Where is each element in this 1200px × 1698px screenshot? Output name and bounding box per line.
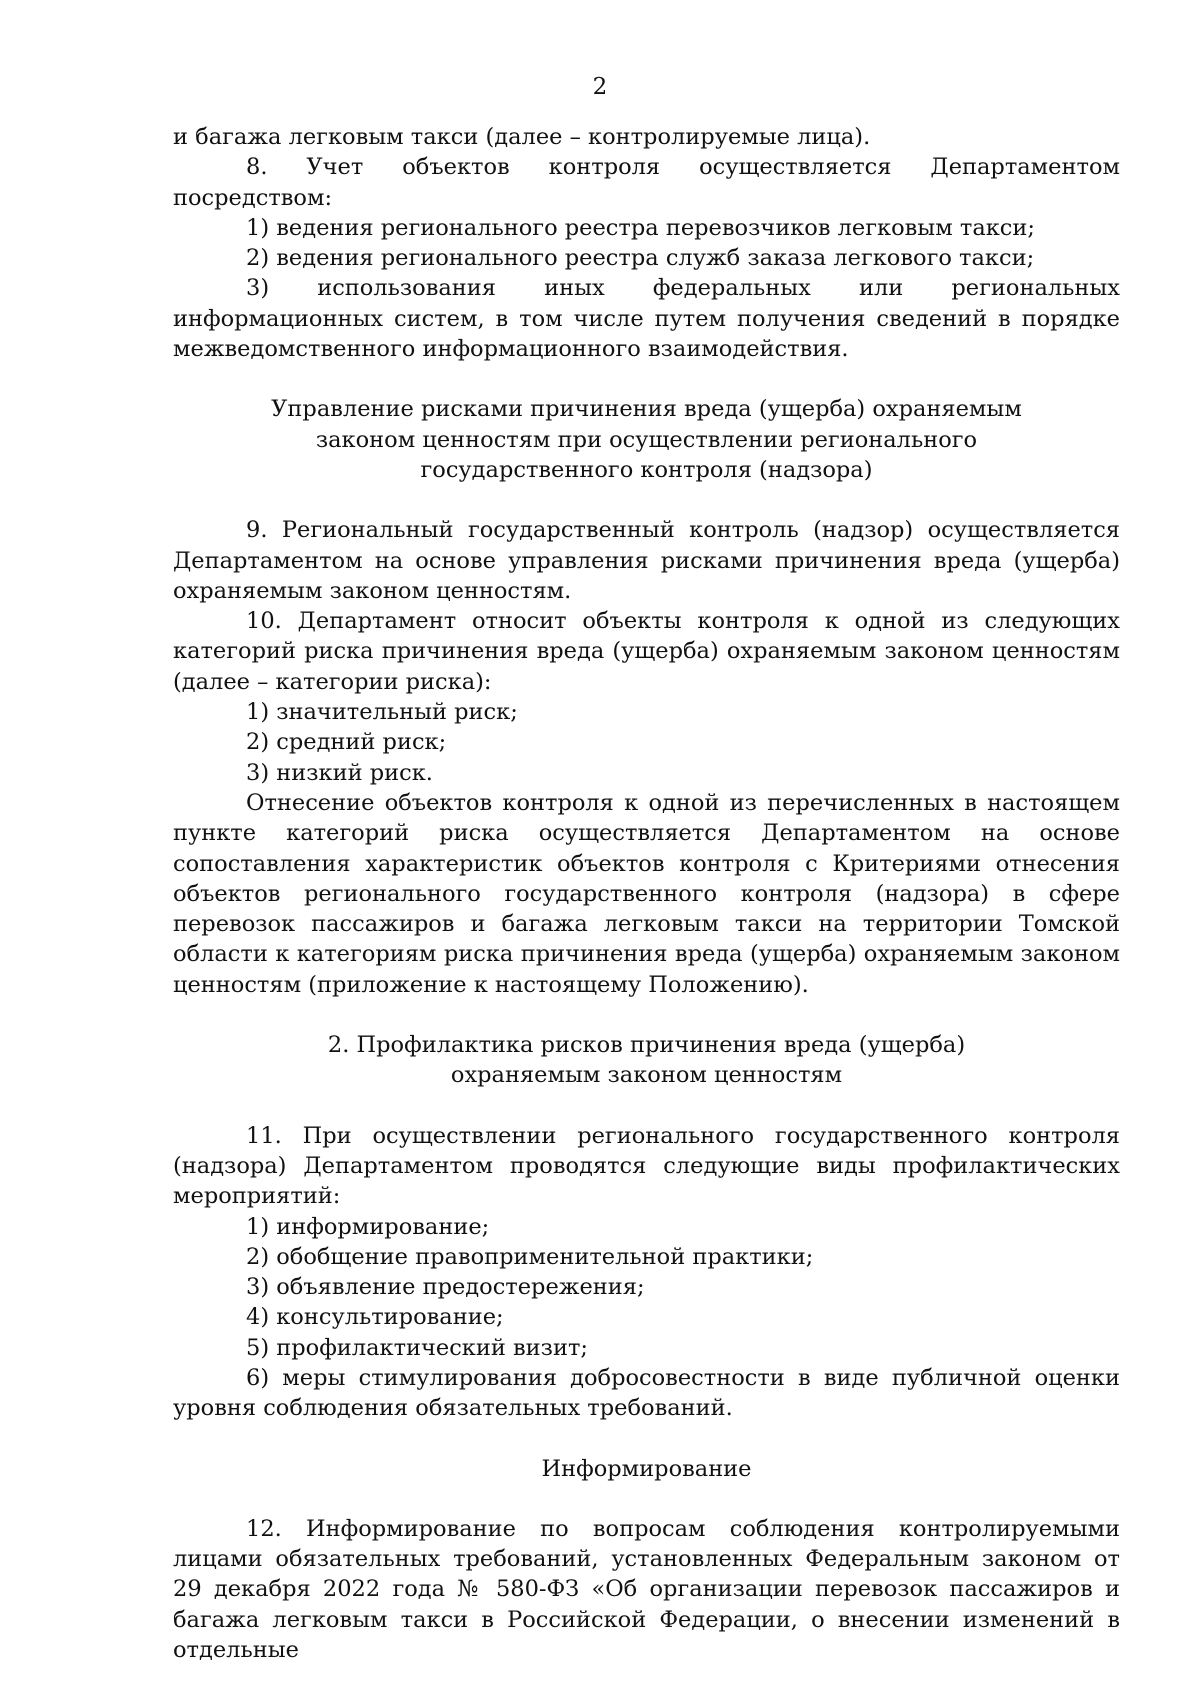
document-body — [173, 122, 1120, 1665]
paragraph-9: 9. Региональный государственный контроль (надзор) осуществляется Департаментом на основе управления рисками причинения вреда (ущерба) охраняемым законом ценностям. — [173, 517, 1120, 604]
page-number: 2 — [592, 74, 608, 100]
section-heading-informing: Информирование — [541, 1455, 752, 1482]
list-item-8-1: 1) ведения регионального реестра перевозчиков легковым такси; — [246, 214, 1035, 241]
list-item-8-3: 3) использования иных федеральных или региональных информационных систем, в том числе путем получения сведений в порядке межведомственного информационного взаимодействия. — [173, 275, 1120, 363]
section-heading-risk-line3: государственного контроля (надзора) — [420, 456, 873, 483]
paragraph-10: 10. Департамент относит объекты контроля к одной из следующих категорий риска причинения вреда (ущерба) охраняемым законом ценностям (далее – категории риска): — [173, 608, 1120, 695]
list-item-10-1: 1) значительный риск; — [246, 699, 518, 726]
list-item-8-2: 2) ведения регионального реестра служб заказа легкового такси; — [246, 245, 1035, 272]
list-item-10-2: 2) средний риск; — [246, 729, 447, 756]
paragraph-8: 8. Учет объектов контроля осуществляется Департаментом посредством: — [173, 154, 1120, 211]
list-item-11-5: 5) профилактический визит; — [246, 1334, 588, 1361]
list-item-11-1: 1) информирование; — [246, 1213, 490, 1240]
section-heading-prevention-line1: 2. Профилактика рисков причинения вреда (ущерба) — [327, 1032, 966, 1059]
list-item-11-4: 4) консультирование; — [246, 1304, 504, 1331]
list-item-11-2: 2) обобщение правоприменительной практики; — [246, 1243, 814, 1270]
paragraph-continuation: и багажа легковым такси (далее – контролируемые лица). — [173, 124, 871, 150]
list-item-10-3: 3) низкий риск. — [246, 759, 433, 786]
section-heading-risk-line2: законом ценностям при осуществлении регионального — [315, 426, 978, 453]
section-heading-prevention-line2: охраняемым законом ценностям — [450, 1062, 843, 1089]
list-item-11-3: 3) объявление предостережения; — [246, 1274, 645, 1301]
paragraph-10-tail: Отнесение объектов контроля к одной из перечисленных в настоящем пункте категорий риска осуществляется Департаментом на основе сопоставления характеристик объектов контроля с Критериями отнесения объектов регионального государственного контроля (надзора) в сфере перевозок пассажиров и багажа легковым такси на территории Томской области к категориям риска причинения вреда (ущерба) охраняемым законом ценностям (приложение к настоящему Положению). — [173, 789, 1120, 998]
paragraph-11: 11. При осуществлении регионального государственного контроля (надзора) Департаментом проводятся следующие виды профилактических мероприятий: — [173, 1122, 1120, 1210]
section-heading-risk-line1: Управление рисками причинения вреда (ущерба) охраняемым — [271, 396, 1022, 423]
list-item-11-6: 6) меры стимулирования добросовестности в виде публичной оценки уровня соблюдения обязательных требований. — [173, 1364, 1120, 1422]
paragraph-12: 12. Информирование по вопросам соблюдения контролируемыми лицами обязательных требований, установленных Федеральным законом от 29 декабря 2022 года № 580-ФЗ «Об организации перевозок пассажиров и багажа легковым такси в Российской Федерации, о внесении изменений в отдельные — [173, 1515, 1120, 1664]
